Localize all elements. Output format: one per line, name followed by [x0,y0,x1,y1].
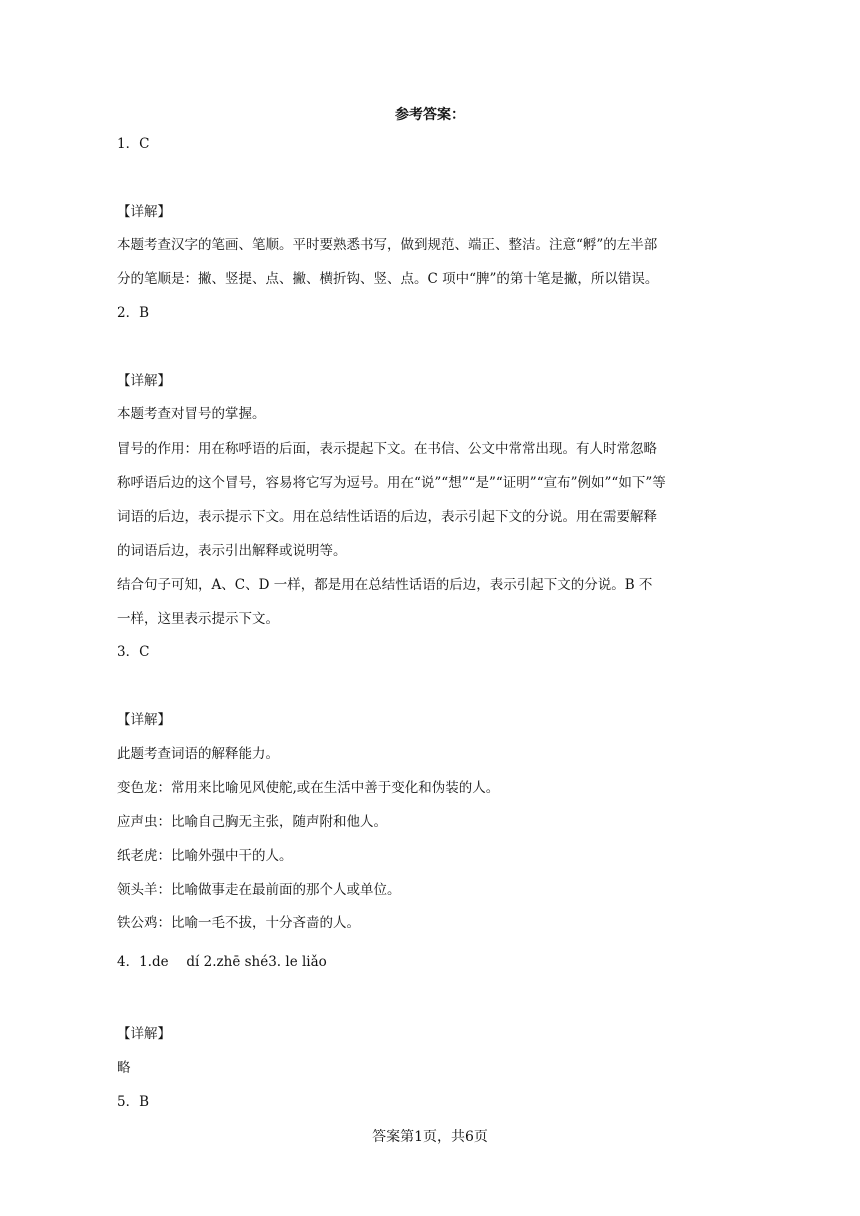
answer-3-line-4: 纸老虎：比喻外强中干的人。 [117,848,293,864]
page-title: 参考答案： [395,107,465,123]
answer-2-line-6: 结合句子可知，A、C、D 一样，都是用在总结性话语的后边，表示引起下文的分说。B 不 [117,577,653,593]
answer-4-detail-label: 【详解】 [117,1026,171,1042]
answer-2-line-4: 词语的后边，表示提示下文。用在总结性话语的后边，表示引起下文的分说。用在需要解释 [117,509,657,525]
answer-1-detail-label: 【详解】 [117,204,171,220]
answer-3-detail-label: 【详解】 [117,712,171,728]
answer-4-line-1: 略 [117,1060,131,1076]
answer-3-line-1: 此题考查词语的解释能力。 [117,746,279,762]
answer-2-number: 2．B [117,305,150,321]
answer-2-line-7: 一样，这里表示提示下文。 [117,611,279,627]
answer-2-line-2: 冒号的作用：用在称呼语的后面，表示提起下文。在书信、公文中常常出现。有人时常忽略 [117,441,657,457]
answer-2-line-1: 本题考查对冒号的掌握。 [117,406,266,422]
answer-1-number: 1．C [117,136,150,152]
answer-3-line-3: 应声虫：比喻自己胸无主张，随声附和他人。 [117,814,387,830]
answer-1-line-1: 本题考查汉字的笔画、笔顺。平时要熟悉书写，做到规范、端正、整洁。注意“孵”的左半部 [117,237,658,253]
page-footer: 答案第1页，共6页 [372,1129,488,1145]
answer-2-line-3: 称呼语后边的这个冒号，容易将它写为逗号。用在“说”“想”“是”“证明”“宣布”例如”“如下”等 [117,475,666,491]
answer-3-line-2: 变色龙：常用来比喻见风使舵,或在生活中善于变化和伪装的人。 [117,780,500,796]
answer-5-number: 5．B [117,1094,150,1110]
answer-3-number: 3．C [117,644,150,660]
answer-2-detail-label: 【详解】 [117,373,171,389]
answer-3-line-6: 铁公鸡：比喻一毛不拔，十分吝啬的人。 [117,915,360,931]
answer-4-number: 4．1.de dí 2.zhē shé3. le liǎo [117,954,327,970]
answer-1-line-2: 分的笔顺是：撇、竖提、点、撇、横折钩、竖、点。C 项中“脾”的第十笔是撇，所以错误。 [117,271,659,287]
answer-3-line-5: 领头羊：比喻做事走在最前面的那个人或单位。 [117,882,401,898]
answer-2-line-5: 的词语后边，表示引出解释或说明等。 [117,543,347,559]
